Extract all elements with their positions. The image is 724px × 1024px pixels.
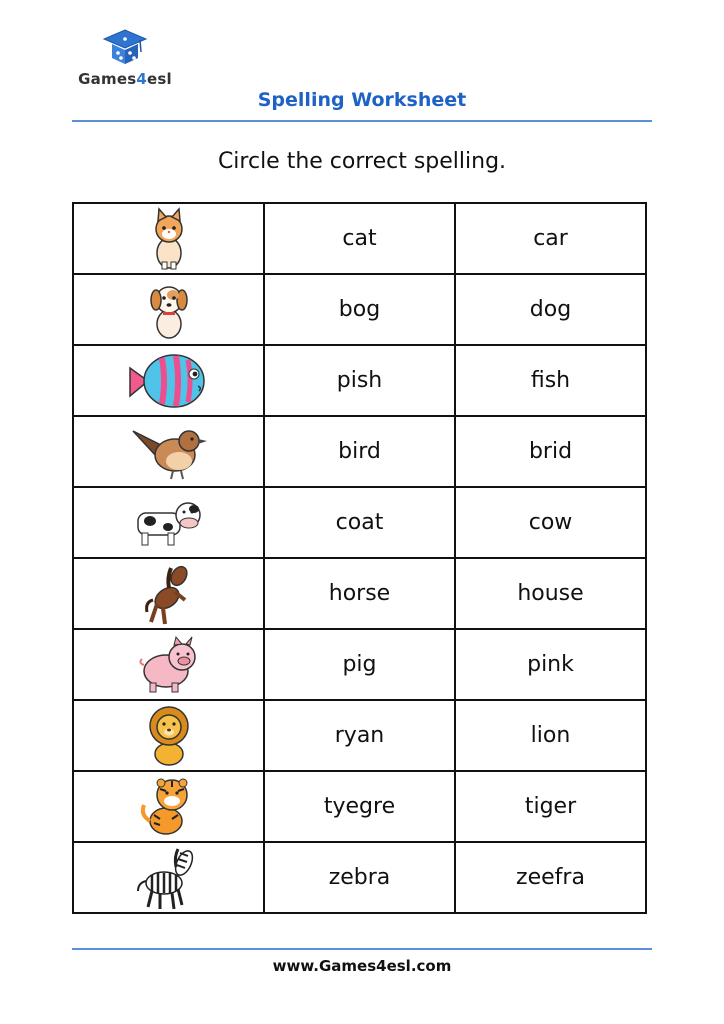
picture-cell	[73, 274, 264, 345]
spelling-option-b[interactable]: brid	[455, 416, 646, 487]
footer-divider	[72, 948, 652, 950]
bird-icon	[129, 421, 209, 483]
instruction-text: Circle the correct spelling.	[217, 149, 507, 174]
table-row	[73, 416, 646, 487]
spelling-option-b[interactable]: lion	[455, 700, 646, 771]
zebra-icon	[134, 845, 204, 911]
table-row	[73, 700, 646, 771]
spelling-option-a[interactable]: coat	[264, 487, 455, 558]
spelling-option-b[interactable]: zeefra	[455, 842, 646, 913]
spelling-option-a[interactable]: bog	[264, 274, 455, 345]
table-row	[73, 274, 646, 345]
cow-icon	[132, 495, 206, 551]
table-row	[73, 487, 646, 558]
spelling-option-b[interactable]: dog	[455, 274, 646, 345]
cat-icon	[139, 207, 199, 271]
table-row	[73, 629, 646, 700]
spelling-option-b[interactable]: cow	[455, 487, 646, 558]
spelling-option-a[interactable]: ryan	[264, 700, 455, 771]
table-row	[73, 203, 646, 274]
brand-name: Games4esl	[78, 70, 172, 88]
table-row	[73, 771, 646, 842]
spelling-table	[72, 202, 647, 914]
spelling-option-a[interactable]: zebra	[264, 842, 455, 913]
spelling-option-b[interactable]: pink	[455, 629, 646, 700]
picture-cell	[73, 416, 264, 487]
table-row	[73, 842, 646, 913]
spelling-option-a[interactable]: pig	[264, 629, 455, 700]
table-row	[73, 558, 646, 629]
picture-cell	[73, 629, 264, 700]
fish-icon	[126, 350, 212, 412]
tiger-icon	[138, 775, 200, 839]
spelling-option-b[interactable]: fish	[455, 345, 646, 416]
spelling-option-b[interactable]: house	[455, 558, 646, 629]
brand-logo	[70, 28, 180, 88]
horse-icon	[141, 562, 197, 626]
spelling-option-b[interactable]: tiger	[455, 771, 646, 842]
dog-icon	[139, 278, 199, 342]
page-title: Spelling Worksheet	[257, 89, 467, 111]
spelling-option-b[interactable]: car	[455, 203, 646, 274]
header-divider	[72, 120, 652, 122]
footer-website[interactable]: www.Games4esl.com	[272, 957, 452, 975]
spelling-option-a[interactable]: horse	[264, 558, 455, 629]
picture-cell	[73, 842, 264, 913]
picture-cell	[73, 203, 264, 274]
lion-icon	[141, 704, 197, 768]
table-row	[73, 345, 646, 416]
picture-cell	[73, 345, 264, 416]
pig-icon	[134, 635, 204, 695]
spelling-option-a[interactable]: pish	[264, 345, 455, 416]
picture-cell	[73, 487, 264, 558]
spelling-option-a[interactable]: cat	[264, 203, 455, 274]
graduation-cap-dice-icon	[102, 28, 148, 66]
picture-cell	[73, 771, 264, 842]
picture-cell	[73, 558, 264, 629]
spelling-option-a[interactable]: tyegre	[264, 771, 455, 842]
picture-cell	[73, 700, 264, 771]
spelling-option-a[interactable]: bird	[264, 416, 455, 487]
